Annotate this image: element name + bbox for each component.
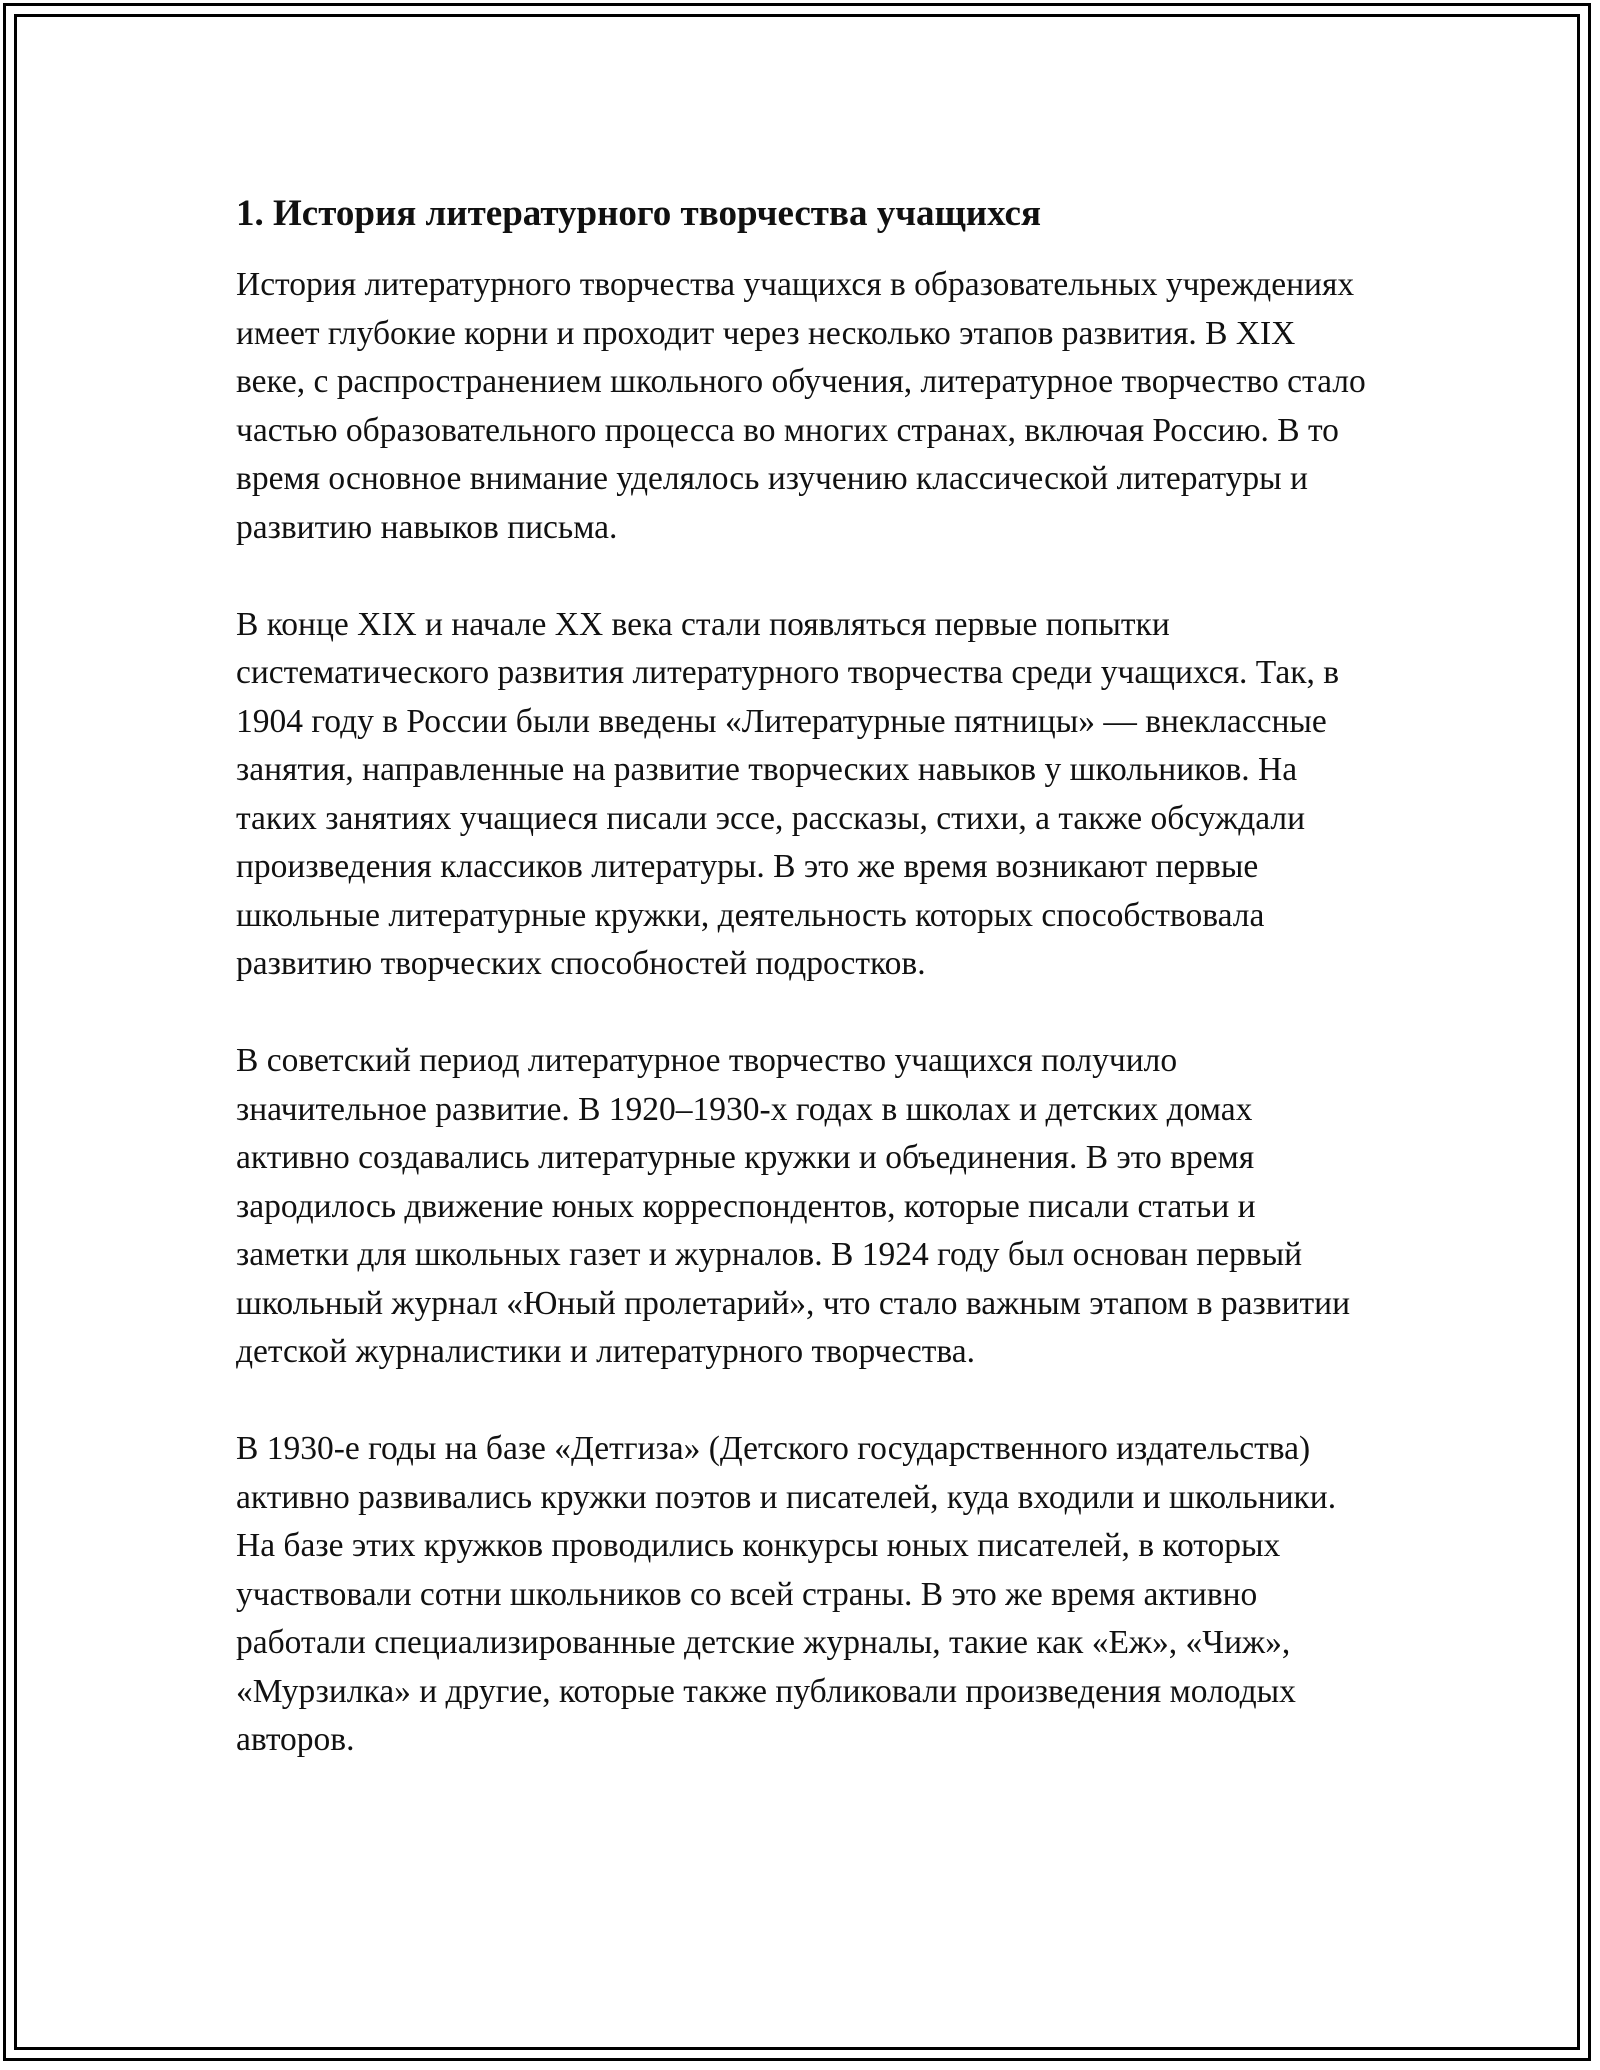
paragraph-4: В 1930-е годы на базе «Детгиза» (Детского государственного издательства) активно развивались кружки поэтов и писателей, куда входили и школьники. На базе этих кружков проводились конкурсы юных писателей, в которых участвовали сотни школьников со всей страны. В это же время активно работали специализированные детские журналы, такие как «Еж», «Чиж», «Мурзилка» и другие, которые также публиковали произведения молодых авторов.	[236, 1430, 1337, 1758]
document-body	[236, 190, 1366, 1813]
section-heading: 1. История литературного творчества учащихся	[236, 193, 1041, 234]
paragraph-3: В советский период литературное творчество учащихся получило значительное развитие. В 1920–1930-х годах в школах и детских домах активно создавались литературные кружки и объединения. В это время зародилось движение юных корреспондентов, которые писали статьи и заметки для школьных газет и журналов. В 1924 году был основан первый школьный журнал «Юный пролетарий», что стало важным этапом в развитии детской журналистики и литературного творчества.	[236, 1042, 1351, 1370]
paragraph-2: В конце XIX и начале XX века стали появляться первые попытки систематического развития литературного творчества среди учащихся. Так, в 1904 году в России были введены «Литературные пятницы» — внеклассные занятия, направленные на развитие творческих навыков у школьников. На таких занятиях учащиеся писали эссе, рассказы, стихи, а также обсуждали произведения классиков литературы. В это же время возникают первые школьные литературные кружки, деятельность которых способствовала развитию творческих способностей подростков.	[236, 605, 1340, 982]
paragraph-1: История литературного творчества учащихся в образовательных учреждениях имеет глубокие корни и проходит через несколько этапов развития. В XIX веке, с распространением школьного обучения, литературное творчество стало частью образовательного процесса во многих странах, включая Россию. В то время основное внимание уделялось изучению классической литературы и развитию навыков письма.	[236, 266, 1366, 546]
